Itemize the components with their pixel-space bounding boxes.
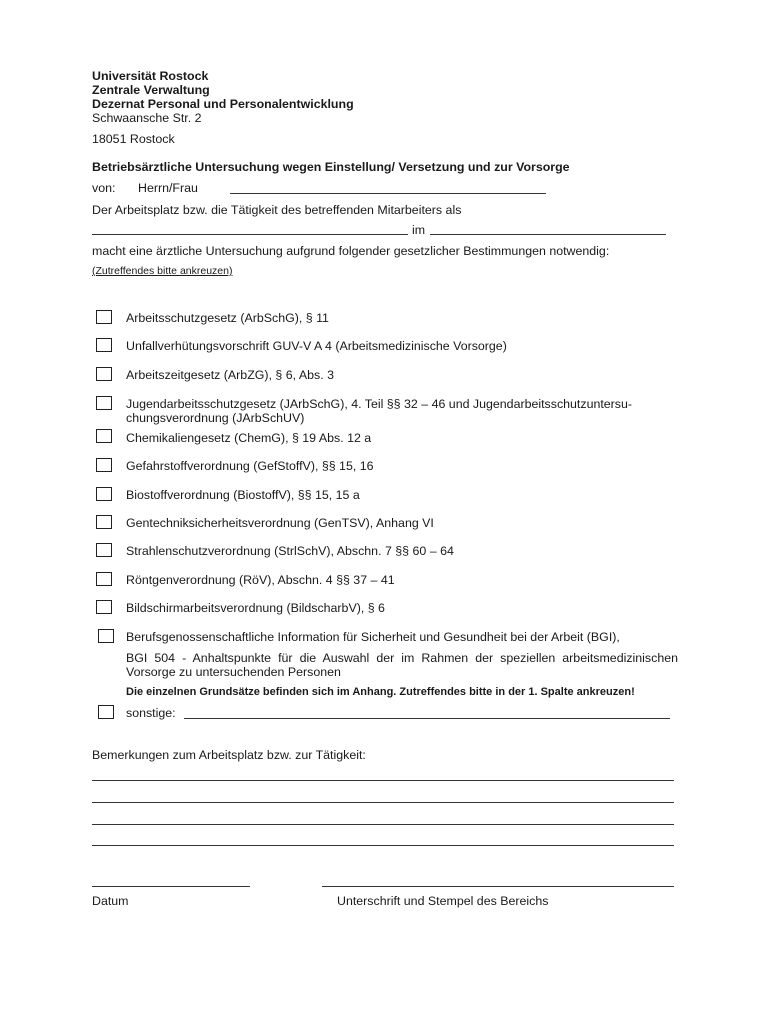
label-arbschg: Arbeitsschutzgesetz (ArbSchG), § 11 [126, 311, 329, 325]
annex-note: Die einzelnen Grundsätze befinden sich im Anhang. Zutreffendes bitte in der 1. Spalte ankreuzen! [126, 686, 635, 698]
label-jarbschg-line2: chungsverordnung (JArbSchUV) [126, 411, 305, 425]
label-gefstoffv: Gefahrstoffverordnung (GefStoffV), §§ 15, 16 [126, 459, 374, 473]
form-title: Betriebsärztliche Untersuchung wegen Einstellung/ Versetzung und zur Vorsorge [92, 160, 570, 174]
remarks-line-4[interactable] [92, 845, 674, 846]
job-title-field[interactable] [92, 234, 408, 235]
remarks-label: Bemerkungen zum Arbeitsplatz bzw. zur Tätigkeit: [92, 748, 366, 762]
label-biostoffv: Biostoffverordnung (BiostoffV), §§ 15, 15 a [126, 488, 360, 502]
date-label: Datum [92, 894, 129, 908]
city-address: 18051 Rostock [92, 132, 175, 146]
label-jarbschg-line1: Jugendarbeitsschutzgesetz (JArbSchG), 4. Teil §§ 32 – 46 und Jugendarbeitsschutzuntersu- [126, 397, 633, 411]
department-field[interactable] [430, 234, 666, 235]
street-address: Schwaansche Str. 2 [92, 111, 202, 125]
label-strlschv: Strahlenschutzverordnung (StrlSchV), Abschn. 7 §§ 60 – 64 [126, 544, 454, 558]
university-name: Universität Rostock [92, 69, 209, 83]
checkbox-arbzg[interactable] [96, 367, 112, 381]
label-bgi-detail: BGI 504 - Anhaltspunkte für die Auswahl der im Rahmen der speziellen arbeitsmedizinischen Vorsorge zu untersuchenden Personen [126, 651, 678, 679]
label-roev: Röntgenverordnung (RöV), Abschn. 4 §§ 37 – 41 [126, 573, 395, 587]
checkbox-sonstige[interactable] [98, 705, 114, 719]
workplace-text: Der Arbeitsplatz bzw. die Tätigkeit des betreffenden Mitarbeiters als [92, 203, 462, 217]
checkbox-jarbschg[interactable] [96, 396, 112, 410]
remarks-line-3[interactable] [92, 824, 674, 825]
signature-field[interactable] [322, 886, 674, 887]
label-bildscharbv: Bildschirmarbeitsverordnung (BildscharbV), § 6 [126, 601, 385, 615]
remarks-line-1[interactable] [92, 780, 674, 781]
requirement-text: macht eine ärztliche Untersuchung aufgrund folgender gesetzlicher Bestimmungen notwendig: [92, 244, 610, 258]
checkbox-strlschv[interactable] [96, 543, 112, 557]
administration-name: Zentrale Verwaltung [92, 83, 210, 97]
department-name: Dezernat Personal und Personalentwicklung [92, 97, 354, 111]
label-sonstige: sonstige: [126, 706, 176, 720]
im-label: im [412, 223, 426, 237]
checkbox-bildscharbv[interactable] [96, 600, 112, 614]
date-field[interactable] [92, 886, 250, 887]
checkbox-chemg[interactable] [96, 429, 112, 443]
person-name-field[interactable] [230, 193, 546, 194]
checkbox-roev[interactable] [96, 572, 112, 586]
signature-label: Unterschrift und Stempel des Bereichs [337, 894, 549, 908]
checkbox-arbschg[interactable] [96, 310, 112, 324]
sonstige-field[interactable] [184, 718, 670, 719]
checkbox-bgi[interactable] [98, 629, 114, 643]
person-label: Herrn/Frau [138, 181, 198, 195]
instruction-text: (Zutreffendes bitte ankreuzen) [92, 265, 233, 277]
label-guv: Unfallverhütungsvorschrift GUV-V A 4 (Arbeitsmedizinische Vorsorge) [126, 339, 507, 353]
checkbox-biostoffv[interactable] [96, 487, 112, 501]
remarks-line-2[interactable] [92, 802, 674, 803]
checkbox-guv[interactable] [96, 338, 112, 352]
checkbox-gefstoffv[interactable] [96, 458, 112, 472]
label-gentsv: Gentechniksicherheitsverordnung (GenTSV), Anhang VI [126, 516, 434, 530]
von-label: von: [92, 181, 116, 195]
label-bgi: Berufsgenossenschaftliche Information für Sicherheit und Gesundheit bei der Arbeit (BGI), [126, 630, 620, 644]
label-chemg: Chemikaliengesetz (ChemG), § 19 Abs. 12 a [126, 431, 372, 445]
label-arbzg: Arbeitszeitgesetz (ArbZG), § 6, Abs. 3 [126, 368, 334, 382]
checkbox-gentsv[interactable] [96, 515, 112, 529]
